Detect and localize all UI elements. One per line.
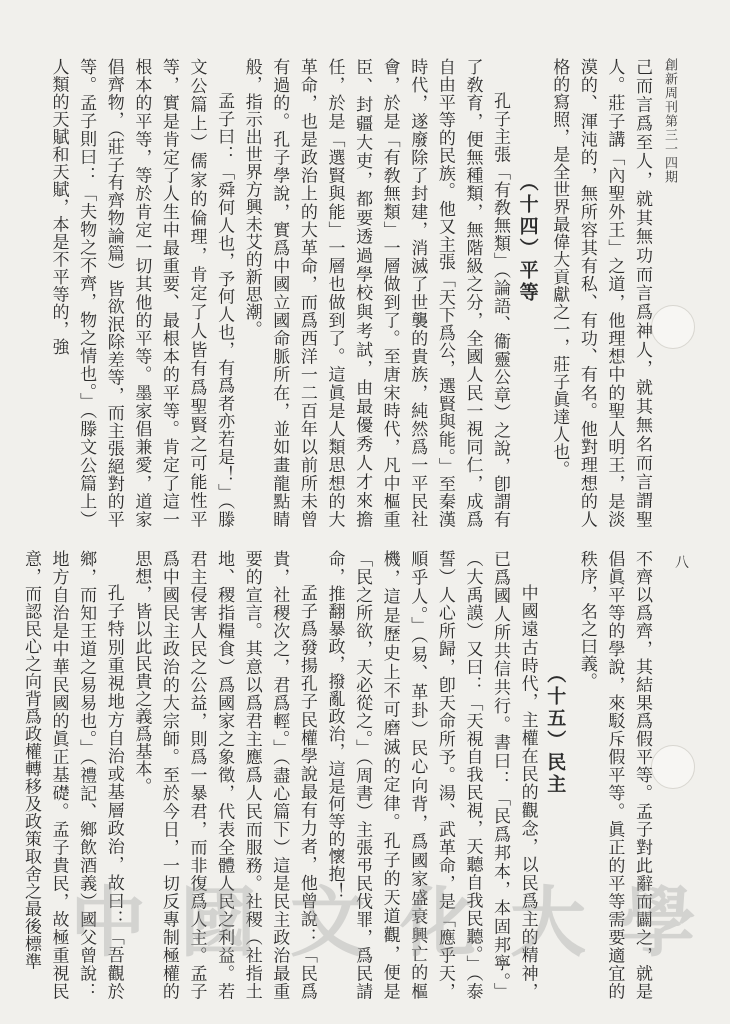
journal-header: 創新周刊第三一四期 [662,58,677,184]
paragraph: 中國遠古時代，主權在民的觀念，以民爲主的精神，已爲國人所共信共行。書曰：「民爲邦本，本固邦寧。」（大禹謨）又曰：「天視自我民視，天聽自我民聽。」（泰誓）人心所歸，卽天命所予。湯、武革命，是「應乎天，順乎人。」（易、革卦）民心向背，爲國家盛衰興亡的樞機，這是歷史上不可磨滅的定律。孔子的天道觀，便是「民之所欲，天必從之。」（周書）主張弔民伐罪，爲民請命，推翻暴政，撥亂政治，這是何等的懷抱！ [324,550,538,1000]
section-heading-equality: （十四）平等 [516,172,539,304]
paragraph: 己而言爲至人，就其無功而言爲神人，就其無名而言謂聖人。莊子講「內聖外王」之道，他理想中的聖人明王，是淡漠的、渾沌的，無所容其有私、有功、有名。他對理想的人格的寫照，是全世界最偉大貢獻之一，莊子眞達人也。 [549,58,652,528]
paragraph: 孔子特別重視地方自治或基層政治，故曰：「吾觀於鄉，而知王道之易易也。」（禮記、鄉飲酒義）國父曾說：地方自治是中華民國的眞正基礎。孟子貴民，故極重視民意，而認民心之向背爲政權轉移及政策取舍之最後標準 [20,550,124,1000]
punch-hole [651,745,695,789]
university-watermark: 中國文化大學 [70,878,730,967]
top-text-column [48,58,655,528]
paragraph: 孟子爲發揚孔子民權學說最有力者，他曾說：「民爲貴，社稷次之，君爲輕。」（盡心篇下）這是民主政治最重要的宣言。其意以爲君主應爲人民而服務。社稷（社指土地、稷指糧食）爲國家之象徵，代表全體人民之利益。若君主侵害人民之公益，則爲一暴君，而非復爲人主。孟子爲中國民主政治的大宗師。至於今日，一切反專制極權的思想，皆以此民貴之義爲基本。 [131,550,317,1000]
paragraph: 不齊以爲齊，其結果爲假平等。孟子對此辭而闢之，就是倡眞平等的學說，來駁斥假平等。眞正的平等需要適宜的秩序，名之曰義。 [576,550,652,1000]
section-heading-democracy: （十五）民主 [544,664,567,796]
punch-hole [651,305,695,349]
page-number: 八 [675,555,689,571]
paragraph: 孟子曰：「舜何人也，予何人也，有爲者亦若是！」（滕文公篇上）儒家的倫理，肯定了人皆有爲聖賢之可能性平等，實是肯定了人生中最重要、最根本的平等。肯定了這一根本的平等，等於肯定一切其他的平等。墨家倡兼愛，道家倡齊物，（莊子有齊物論篇）皆欲泯除差等，而主張絕對的平等。孟子則曰：「夫物之不齊，物之情也。」（滕文公篇上）人類的天賦和天賦，本是不平等的，強 [48,58,235,528]
paragraph: 孔子主張「有敎無類」（論語、衞靈公章）之說，卽謂有了敎育，便無種類，無階級之分，全國人民一視同仁，成爲自由平等的民族。他又主張「天下爲公，選賢與能。」至秦漢時代，遂廢除了封建，消滅了世襲的貴族，純然爲一平民社會，於是「有敎無類」一層做到了。至唐宋時代，凡中樞重臣、封疆大吏，都要透過學校與考試，由最優秀人才來擔任，於是「選賢與能」一層也做到了。這眞是人類思想的大革命，也是政治上的大革命，而爲西洋一二百年以前所未曾有過的。孔子學說，實爲中國立國命脈所在，並如畫龍點睛般，指示出世界方興未艾的新思潮。 [241,58,511,528]
